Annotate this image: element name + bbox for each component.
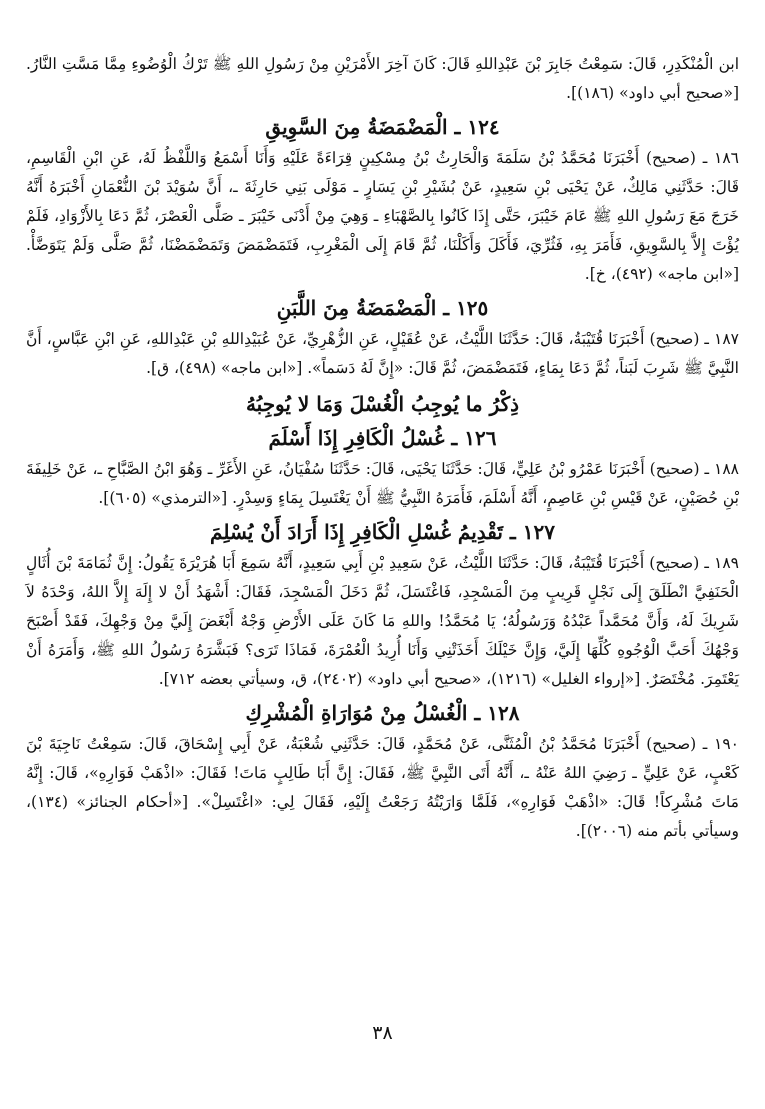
chapter-heading-127: ١٢٧ ـ تَقْدِيمُ غُسْلِ الْكَافِرِ إِذَا أَرَادَ أَنْ يُسْلِمَ xyxy=(210,520,555,544)
paragraph-hadith-186: ١٨٦ ـ (صحيح) أَخْبَرَنَا مُحَمَّدُ بْنُ سَلَمَةَ وَالْحَارِثُ بْنُ مِسْكِينٍ قِرَاءَةً عَلَيْهِ وَأَنَا أَسْمَعُ وَاللَّفْظُ لَهُ، عَنِ ابْنِ الْقَاسِمِ، قَالَ: حَدَّثَنِي مَالِكٌ، عَنْ يَحْيَى بْنِ سَعِيدٍ، عَنْ بُشَيْرِ بْنِ يَسَارٍ ـ مَوْلَى بَنِي حَارِثَةَ ـ، أَنَّ سُوَيْدَ بْنَ النُّعْمَانِ أَخْبَرَهُ أَنَّهُ خَرَجَ مَعَ رَسُولِ اللهِ ﷺ عَامَ خَيْبَرَ، حَتَّى إِذَا كَانُوا بِالصَّهْبَاءِ ـ وَهِيَ مِنْ أَدْنَى خَيْبَرَ ـ صَلَّى الْعَصْرَ، ثُمَّ دَعَا بِالأَزْوَادِ، فَلَمْ يُؤْتَ إِلاَّ بِالسَّوِيقِ، فَأَمَرَ بِهِ، فَثُرِّيَ، فَأَكَلَ وَأَكَلْنَا، ثُمَّ قَامَ إِلَى الْمَغْرِبِ، فَتَمَضْمَضَ وَتَمَضْمَضْنَا، ثُمَّ صَلَّى وَلَمْ يَتَوَضَّأْ. [«ابن ماجه» (٤٩٢)، خ]. xyxy=(26,149,739,283)
chapter-heading-124: ١٢٤ ـ الْمَضْمَضَةُ مِنَ السَّوِيقِ xyxy=(265,115,500,139)
paragraph-hadith-190: ١٩٠ ـ (صحيح) أَخْبَرَنَا مُحَمَّدُ بْنُ الْمُثَنَّى، عَنْ مُحَمَّدٍ، قَالَ: حَدَّثَنِي شُعْبَةُ، عَنْ أَبِي إِسْحَاقَ، قَالَ: سَمِعْتُ نَاجِيَةَ بْنَ كَعْبٍ، عَنْ عَلِيٍّ ـ رَضِيَ اللهُ عَنْهُ ـ، أَنَّهُ أَتَى النَّبِيَّ ﷺ، فَقَالَ: إِنَّ أَبَا طَالِبٍ مَاتَ! فَقَالَ: «اذْهَبْ فَوَارِهِ»، قَالَ: إِنَّهُ مَاتَ مُشْرِكاً! قَالَ: «اذْهَبْ فَوَارِهِ»، فَلَمَّا وَارَيْتُهُ رَجَعْتُ إِلَيْهِ، فَقَالَ لِي: «اغْتَسِلْ». [«أحكام الجنائز» (١٣٤)، وسيأتي بأتم منه (٢٠٠٦)]. xyxy=(26,735,739,840)
paragraph-hadith-188: ١٨٨ ـ (صحيح) أَخْبَرَنَا عَمْرُو بْنُ عَلِيٍّ، قَالَ: حَدَّثَنَا يَحْيَى، قَالَ: حَدَّثَنَا سُفْيَانُ، عَنِ الأَغَرِّ ـ وَهُوَ ابْنُ الصَّبَّاحِ ـ، عَنْ خَلِيفَةَ بْنِ حُصَيْنٍ، عَنْ قَيْسِ بْنِ عَاصِمٍ، أَنَّهُ أَسْلَمَ، فَأَمَرَهُ النَّبِيُّ ﷺ أَنْ يَغْتَسِلَ بِمَاءٍ وَسِدْرٍ. [«الترمذي» (٦٠٥)]. xyxy=(26,460,739,507)
chapter-heading-128: ١٢٨ ـ الْغُسْلُ مِنْ مُوَارَاةِ الْمُشْرِكِ xyxy=(245,701,520,725)
chapter-heading-126: ١٢٦ ـ غُسْلُ الْكَافِرِ إِذَا أَسْلَمَ xyxy=(268,426,497,450)
section-heading-ghusl: ذِكْرُ ما يُوجِبُ الْغُسْلَ وَمَا لا يُوجِبُهُ xyxy=(245,392,520,416)
paragraph-hadith-189: ١٨٩ ـ (صحيح) أَخْبَرَنَا قُتَيْبَةُ، قَالَ: حَدَّثَنَا اللَّيْثُ، عَنْ سَعِيدِ بْنِ أَبِي سَعِيدٍ، أَنَّهُ سَمِعَ أَبَا هُرَيْرَةَ يَقُولُ: إِنَّ ثُمَامَةَ بْنَ أُثَالٍ الْحَنَفِيَّ انْطَلَقَ إِلَى نَجْلٍ قَرِيبٍ مِنَ الْمَسْجِدِ، فَاغْتَسَلَ، ثُمَّ دَخَلَ الْمَسْجِدَ، فَقَالَ: أَشْهَدُ أَنْ لا إِلَهَ إِلاَّ اللهُ، وَحْدَهُ لاَ شَرِيكَ لَهُ، وَأَنَّ مُحَمَّداً عَبْدُهُ وَرَسُولُهُ؛ يَا مُحَمَّدُ! واللهِ مَا كَانَ عَلَى الأَرْضِ وَجْهٌ أَبْغَضَ إِلَيَّ مِنْ وَجْهِكَ، فَقَدْ أَصْبَحَ وَجْهُكَ أَحَبَّ الْوُجُوهِ كُلِّهَا إِلَيَّ، وَإِنَّ خَيْلَكَ أَخَذَتْنِي وَأَنَا أُرِيدُ الْعُمْرَةَ، فَمَاذَا تَرَى؟ فَبَشَّرَهُ رَسُولُ اللهِ ﷺ، وَأَمَرَهُ أَنْ يَعْتَمِرَ. مُخْتَصَرٌ. [«إرواء الغليل» (١٢١٦)، «صحيح أبي داود» (٢٤٠٢)، ق، وسيأتي بعضه ٧١٢]. xyxy=(26,554,739,688)
chapter-heading-125: ١٢٥ ـ الْمَضْمَضَةُ مِنَ اللَّبَنِ xyxy=(276,296,489,320)
paragraph-hadith-187: ١٨٧ ـ (صحيح) أَخْبَرَنَا قُتَيْبَةُ، قَالَ: حَدَّثَنَا اللَّيْثُ، عَنْ عُقَيْلٍ، عَنِ الزُّهْرِيِّ، عَنْ عُبَيْدِاللهِ بْنِ عَبْدِاللهِ، عَنِ ابْنِ عَبَّاسٍ، أَنَّ النَّبِيَّ ﷺ شَرِبَ لَبَناً، ثُمَّ دَعَا بِمَاءٍ، فَتَمَضْمَضَ، ثُمَّ قَالَ: «إِنَّ لَهُ دَسَماً». [«ابن ماجه» (٤٩٨)، ق]. xyxy=(26,330,739,377)
document-page xyxy=(26,50,739,846)
page-number: ٣٨ xyxy=(372,1022,393,1044)
paragraph-hadith-185-end: ابن الْمُنْكَدِرِ، قَالَ: سَمِعْتُ جَابِرَ بْنَ عَبْدِاللهِ قَالَ: كَانَ آخِرَ الأَمْرَيْنِ مِنْ رَسُولِ اللهِ ﷺ تَرْكُ الْوُضُوءِ مِمَّا مَسَّتِ النَّارُ. [«صحيح أبي داود» (١٨٦)]. xyxy=(26,55,739,102)
